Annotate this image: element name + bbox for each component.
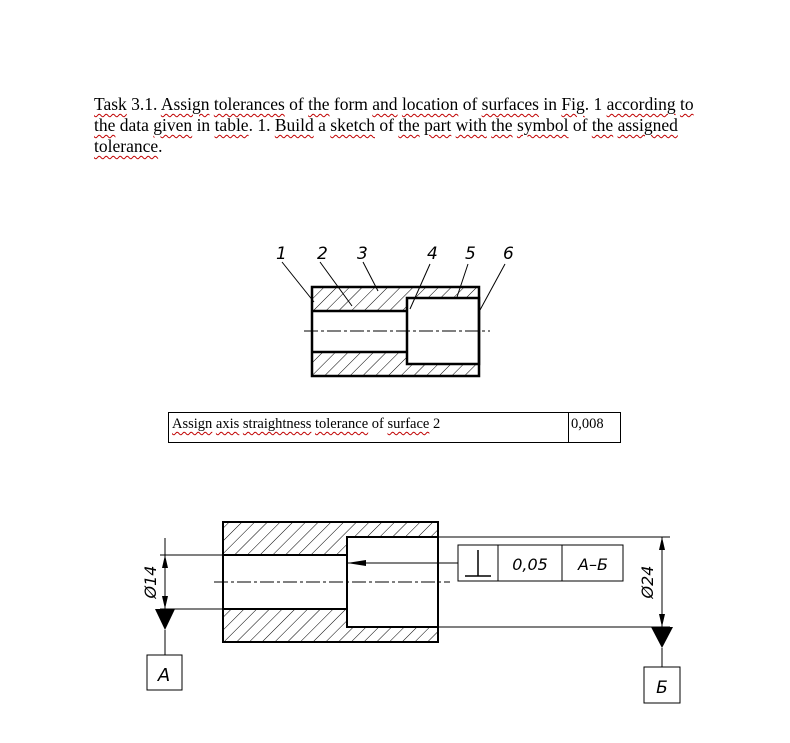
text-segment: 2 xyxy=(429,416,441,432)
text-segment: . xyxy=(158,136,163,156)
text-segment: form xyxy=(329,94,373,114)
text-segment: sketch xyxy=(330,115,375,135)
text-segment: surfaces xyxy=(481,94,539,114)
figure-2 xyxy=(141,522,680,703)
text-segment: in xyxy=(192,115,215,135)
text-segment: the xyxy=(308,94,330,114)
fig1-label-1: 1 xyxy=(276,244,287,264)
text-segment: the xyxy=(94,115,116,135)
datum-b-triangle xyxy=(651,627,673,648)
fig1-label-4: 4 xyxy=(427,244,438,264)
text-segment: Task xyxy=(94,94,127,114)
frame-datum-ref: А–Б xyxy=(578,555,608,574)
text-segment: tolerances xyxy=(213,94,285,114)
text-segment: . 1. xyxy=(248,115,275,135)
text-segment: axis xyxy=(215,416,240,432)
text-segment: assigned xyxy=(617,115,678,135)
datum-b-label: Б xyxy=(656,678,668,698)
fig1-label-6: 6 xyxy=(503,244,514,264)
text-segment: of xyxy=(284,94,309,114)
table-value-cell: 0,008 xyxy=(571,416,604,432)
text-segment: given xyxy=(153,115,193,135)
frame-tolerance-value: 0,05 xyxy=(512,555,548,574)
text-segment: tolerance xyxy=(315,416,369,432)
text-segment: the xyxy=(491,115,513,135)
datum-a-triangle xyxy=(155,609,175,630)
fig1-label-3: 3 xyxy=(357,244,368,264)
figure-1 xyxy=(276,244,514,376)
text-segment: location xyxy=(401,94,459,114)
text-segment: symbol xyxy=(516,115,569,135)
text-segment: straightness xyxy=(242,416,312,432)
text-segment: surface xyxy=(387,416,430,432)
text-segment: with xyxy=(455,115,487,135)
text-segment: 3.1. xyxy=(126,94,161,114)
text-segment: data xyxy=(115,115,154,135)
text-segment: of xyxy=(368,416,388,432)
text-segment: according xyxy=(606,94,676,114)
text-segment: Assign xyxy=(172,416,213,432)
fig1-label-2: 2 xyxy=(317,244,328,264)
dim-diameter-24: Ø24 xyxy=(638,565,657,599)
text-segment: a xyxy=(313,115,331,135)
text-segment: Fig xyxy=(561,94,585,114)
text-segment: of xyxy=(568,115,592,135)
text-segment: Build xyxy=(274,115,314,135)
text-segment: and xyxy=(372,94,398,114)
text-segment: the xyxy=(591,115,614,135)
text-segment: tolerance xyxy=(94,136,159,156)
datum-a-label: А xyxy=(157,665,171,686)
dim-diameter-14: Ø14 xyxy=(141,565,160,599)
text-segment: of xyxy=(374,115,399,135)
text-segment: of xyxy=(458,94,482,114)
text-segment: to xyxy=(679,94,694,114)
text-segment: table xyxy=(214,115,249,135)
text-segment: part xyxy=(424,115,452,135)
text-segment: . 1 xyxy=(584,94,607,114)
fig1-label-5: 5 xyxy=(465,244,476,264)
text-segment: the xyxy=(398,115,420,135)
text-segment: Assign xyxy=(160,94,210,114)
text-segment: in xyxy=(538,94,562,114)
